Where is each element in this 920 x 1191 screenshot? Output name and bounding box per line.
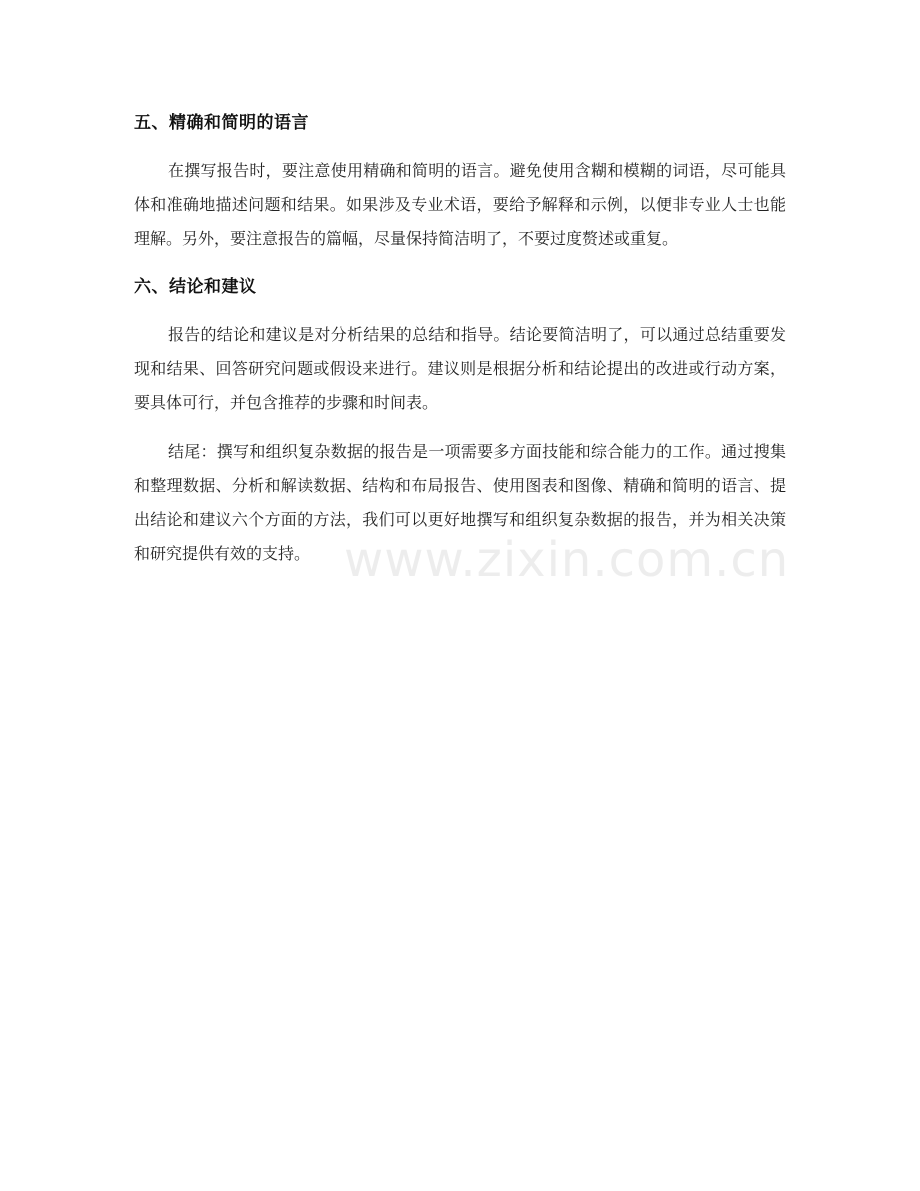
paragraph-precise-language: 在撰写报告时，要注意使用精确和简明的语言。避免使用含糊和模糊的词语，尽可能具体和准确地描述问题和结果。如果涉及专业术语，要给予解释和示例，以便非专业人士也能理解。另外，要注意报告的篇幅，尽量保持简洁明了，不要过度赘述或重复。 [134,161,786,248]
paragraph-closing: 结尾：撰写和组织复杂数据的报告是一项需要多方面技能和综合能力的工作。通过搜集和整理数据、分析和解读数据、结构和布局报告、使用图表和图像、精确和简明的语言、提出结论和建议六个方面的方法，我们可以更好地撰写和组织复杂数据的报告，并为相关决策和研究提供有效的支持。 [134,442,786,563]
document-content [134,106,786,571]
paragraph-conclusions: 报告的结论和建议是对分析结果的总结和指导。结论要简洁明了，可以通过总结重要发现和结果、回答研究问题或假设来进行。建议则是根据分析和结论提出的改进或行动方案，要具体可行，并包含推荐的步骤和时间表。 [134,325,786,412]
watermark-text: www.zixin.com.cn [344,532,790,588]
section-heading-six: 六、结论和建议 [134,277,257,297]
section-heading-five: 五、精确和简明的语言 [134,113,309,133]
